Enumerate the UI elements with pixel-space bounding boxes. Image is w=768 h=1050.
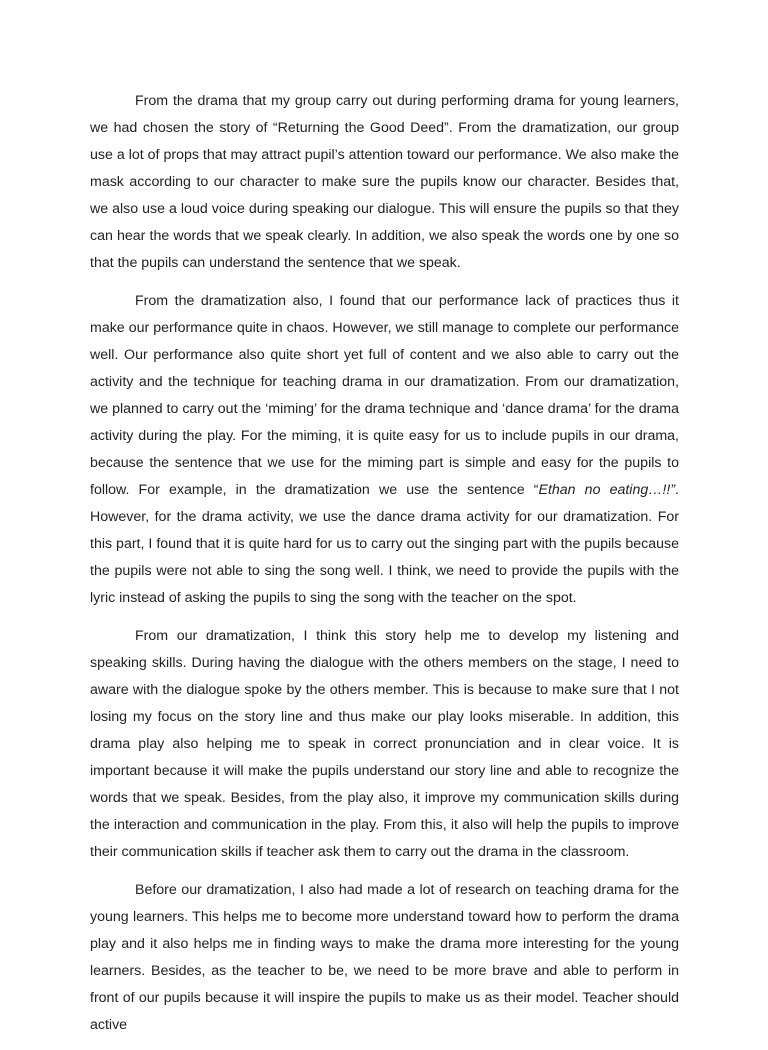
paragraph-2-quoted-sentence: Ethan no eating…!!” <box>538 482 676 498</box>
paragraph-1: From the drama that my group carry out during performing drama for young learners, we had chosen the story of “Returning the Good Deed”. From the dramatization, our group use a lot of props that may attract pupil’s attention toward our performance. We also make the mask according to our character to make sure the pupils know our character. Besides that, we also use a loud voice during speaking our dialogue. This will ensure the pupils so that they can hear the words that we speak clearly. In addition, we also speak the words one by one so that the pupils can understand the sentence that we speak. <box>90 93 679 271</box>
document-page <box>90 88 679 1050</box>
paragraph-2 <box>90 288 679 612</box>
paragraph-4: Before our dramatization, I also had made a lot of research on teaching drama for the young learners. This helps me to become more understand toward how to perform the drama play and it also helps me in finding ways to make the drama more interesting for the young learners. Besides, as the teacher to be, we need to be more brave and able to perform in front of our pupils because it will inspire the pupils to make us as their model. Teacher should active <box>90 882 679 1033</box>
paragraph-3: From our dramatization, I think this story help me to develop my listening and speaking skills. During having the dialogue with the others members on the stage, I need to aware with the dialogue spoke by the others member. This is because to make sure that I not losing my focus on the story line and thus make our play looks miserable. In addition, this drama play also helping me to speak in correct pronunciation and in clear voice. It is important because it will make the pupils understand our story line and able to recognize the words that we speak. Besides, from the play also, it improve my communication skills during the interaction and communication in the play. From this, it also will help the pupils to improve their communication skills if teacher ask them to carry out the drama in the classroom. <box>90 628 679 860</box>
paragraph-2-text-after: . However, for the drama activity, we use the dance drama activity for our dramatization. For this part, I found that it is quite hard for us to carry out the singing part with the pupils because the pupils were not able to sing the song well. I think, we need to provide the pupils with the lyric instead of asking the pupils to sing the song with the teacher on the spot. <box>90 482 679 606</box>
paragraph-2-text-before: From the dramatization also, I found that our performance lack of practices thus it make our performance quite in chaos. However, we still manage to complete our performance well. Our performance also quite short yet full of content and we also able to carry out the activity and the technique for teaching drama in our dramatization. From our dramatization, we planned to carry out the ‘miming’ for the drama technique and ‘dance drama’ for the drama activity during the play. For the miming, it is quite easy for us to include pupils in our drama, because the sentence that we use for the miming part is simple and easy for the pupils to follow. For example, in the dramatization we use the sentence “ <box>90 293 679 498</box>
